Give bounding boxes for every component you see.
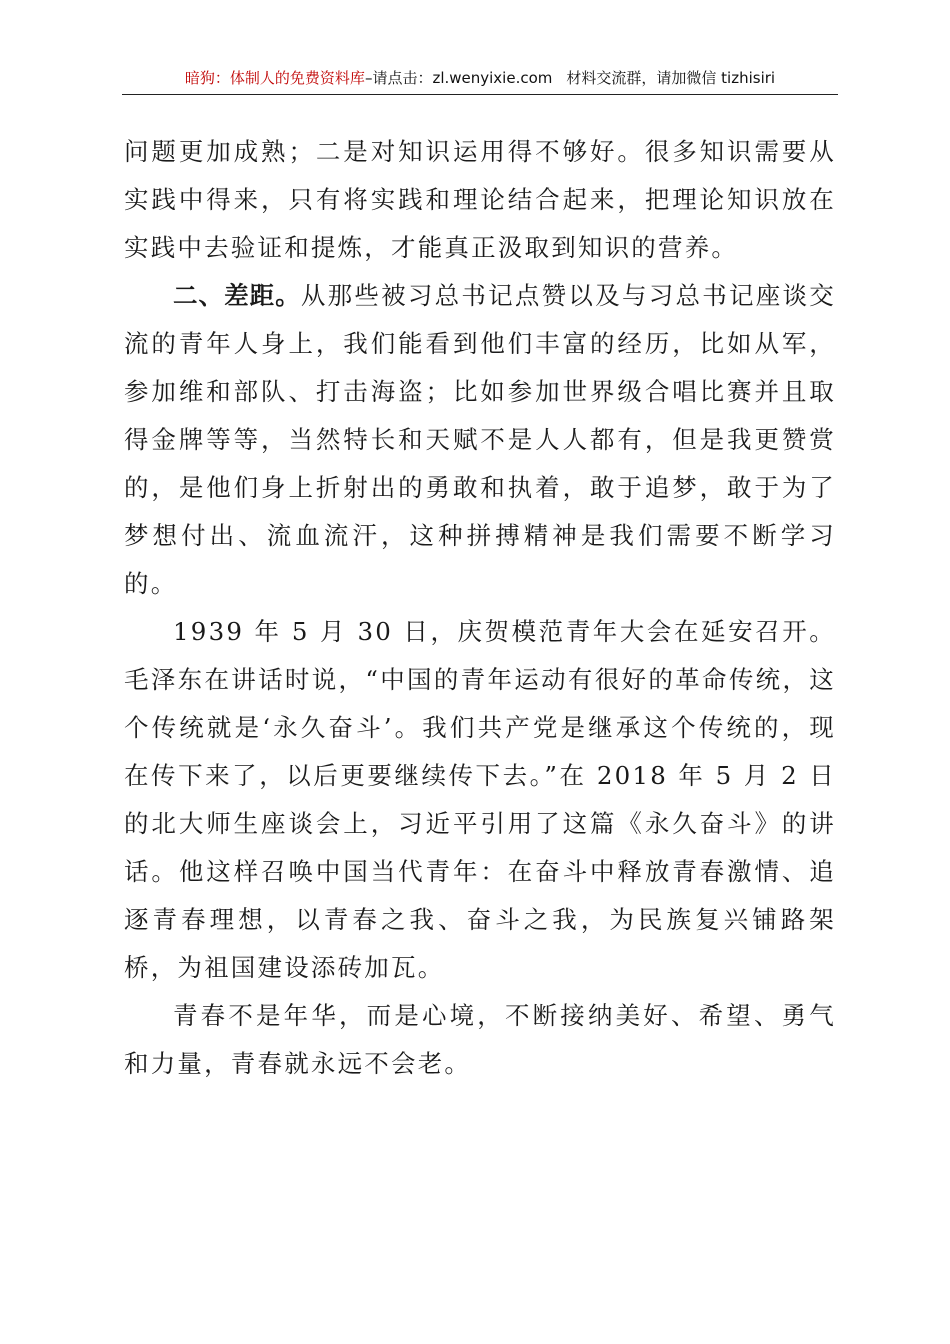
paragraph-continuation: 问题更加成熟；二是对知识运用得不够好。很多知识需要从实践中得来，只有将实践和理论结合起来，把理论知识放在实践中去验证和提炼，才能真正汲取到知识的营养。 [124,137,836,262]
section-heading-gap: 二、差距。 [173,281,301,310]
paragraph-history: 1939 年 5 月 30 日，庆贺模范青年大会在延安召开。毛泽东在讲话时说，“中国的青年运动有很好的革命传统，这个传统就是‘永久奋斗’。我们共产党是继承这个传统的，现在传下来了，以后更要继续传下去。”在 2018 年 5 月 2 日的北大师生座谈会上，习近平引用了这篇《永久奋斗》的讲话。他这样召唤中国当代青年：在奋斗中释放青春激情、追逐青春理想，以青春之我、奋斗之我，为民族复兴铺路架桥，为祖国建设添砖加瓦。 [124,617,836,982]
header-group-note: 材料交流群，请加微信 tizhisiri [566,69,776,87]
document-body [124,128,836,1088]
paragraph-closing: 青春不是年华，而是心境，不断接纳美好、希望、勇气和力量，青春就永远不会老。 [124,1001,836,1078]
header-url-link[interactable]: zl.wenyixie.com [432,69,553,87]
paragraph-gap [124,272,836,608]
header-site-name: 暗狗：体制人的免费资料库 [184,69,365,87]
page-header [122,66,838,95]
paragraph-gap-body: 从那些被习总书记点赞以及与习总书记座谈交流的青年人身上，我们能看到他们丰富的经历，比如从军，参加维和部队、打击海盗；比如参加世界级合唱比赛并且取得金牌等等，当然特长和天赋不是人人都有，但是我更赞赏的，是他们身上折射出的勇敢和执着，敢于追梦，敢于为了梦想付出、流血流汗，这种拼搏精神是我们需要不断学习的。 [124,281,836,598]
header-click-prompt: –请点击： [364,69,433,87]
